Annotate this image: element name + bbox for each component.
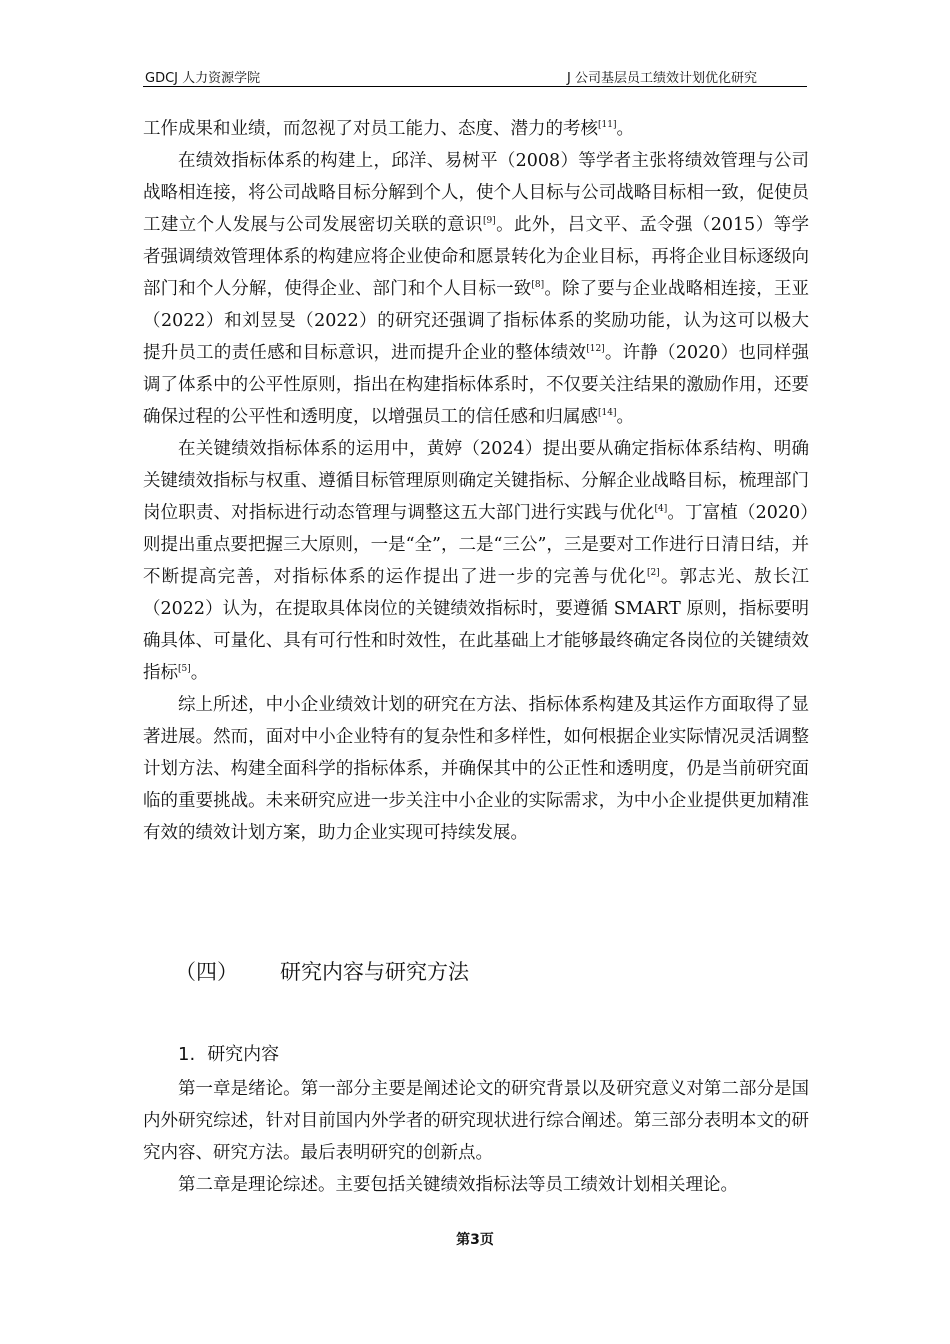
- paragraph-text: 。: [616, 407, 634, 427]
- page-header: [143, 62, 807, 87]
- paragraph-text: 在绩效指标体系的构建上，邱洋、易树平（2008）等学者主张将绩效管理与公司战略相连接，将公司战略目标分解到个人，使个人目标与公司战略目标相一致，促使员工建立个人发展与公司发展密切关联的意识: [143, 151, 809, 235]
- paragraph: 第一章是绪论。第一部分主要是阐述论文的研究背景以及研究意义对第二部分是国内外研究综述，针对目前国内外学者的研究现状进行综合阐述。第三部分表明本文的研究内容、研究方法。最后表明研究的创新点。: [143, 1079, 809, 1163]
- body-text-2: [143, 1073, 809, 1201]
- page-number: 第3页: [456, 1232, 494, 1248]
- paragraph-text: 。丁富植（2020）则提出重点要把握三大原则，一是“全”，二是“三公”，三是要对工作进行日清日结，并不断提高完善，对指标体系的运作提出了进一步的完善与优化: [143, 503, 809, 587]
- citation: [4]: [654, 504, 668, 514]
- citation: [8]: [531, 280, 545, 290]
- paragraph-text: 在关键绩效指标体系的运用中，黄婷（2024）提出要从确定指标体系结构、明确关键绩效指标与权重、遵循目标管理原则确定关键指标、分解企业战略目标，梳理部门岗位职责、对指标进行动态管理与调整这五大部门进行实践与优化: [143, 439, 809, 523]
- section-title: 研究内容与研究方法: [280, 960, 469, 984]
- section-heading: [175, 956, 469, 986]
- section-number: （四）: [175, 960, 238, 984]
- paragraph-text: 。此外，吕文平、孟令强（2015）等学者强调绩效管理体系的构建应将企业使命和愿景转化为企业目标，再将企业目标逐级向部门和个人分解，使得企业、部门和个人目标一致: [143, 215, 809, 299]
- paragraph: [143, 689, 809, 849]
- paragraph-text: 。郭志光、敖长江（2022）认为，在提取具体岗位的关键绩效指标时，要遵循 SMART 原则，指标要明确具体、可量化、具有可行性和时效性，在此基础上才能够最终确定各岗位的关键绩效指标: [143, 567, 810, 683]
- paragraph: [143, 113, 809, 145]
- subsection-number: 1.: [178, 1044, 196, 1065]
- paragraph-text: 综上所述，中小企业绩效计划的研究在方法、指标体系构建及其运作方面取得了显著进展。然而，面对中小企业特有的复杂性和多样性，如何根据企业实际情况灵活调整计划方法、构建全面科学的指标体系，并确保其中的公正性和透明度，仍是当前研究面临的重要挑战。未来研究应进一步关注中小企业的实际需求，为中小企业提供更加精准有效的绩效计划方案，助力企业实现可持续发展。: [143, 695, 809, 843]
- paragraph-text: 。: [190, 663, 209, 683]
- subsection-title: 研究内容: [207, 1044, 280, 1065]
- citation: [14]: [598, 408, 617, 418]
- paragraph: [143, 433, 809, 689]
- paragraph-text: 工作成果和业绩，而忽视了对员工能力、态度、潜力的考核: [143, 119, 598, 139]
- citation: [11]: [598, 120, 617, 130]
- paragraph: 第二章是理论综述。主要包括关键绩效指标法等员工绩效计划相关理论。: [178, 1175, 738, 1195]
- citation: [5]: [178, 664, 191, 674]
- paragraph-text: 。除了要与企业战略相连接，王亚（2022）和刘昱旻（2022）的研究还强调了指标体系的奖励功能，认为这可以极大提升员工的责任感和目标意识，进而提升企业的整体绩效: [143, 279, 810, 363]
- citation: [2]: [646, 568, 660, 578]
- body-text: [143, 113, 809, 849]
- subsection-heading: [178, 1040, 279, 1066]
- paragraph-text: 。许静（2020）也同样强调了体系中的公平性原则，指出在构建指标体系时，不仅要关注结果的激励作用，还要确保过程的公平性和透明度，以增强员工的信任感和归属感: [143, 343, 809, 427]
- header-left-text: GDCJ 人力资源学院: [145, 71, 261, 86]
- citation: [12]: [586, 344, 605, 354]
- citation: [9]: [482, 216, 496, 226]
- paragraph: [143, 145, 809, 433]
- paragraph-text: 。: [616, 119, 634, 139]
- header-right-text: J 公司基层员工绩效计划优化研究: [567, 71, 757, 86]
